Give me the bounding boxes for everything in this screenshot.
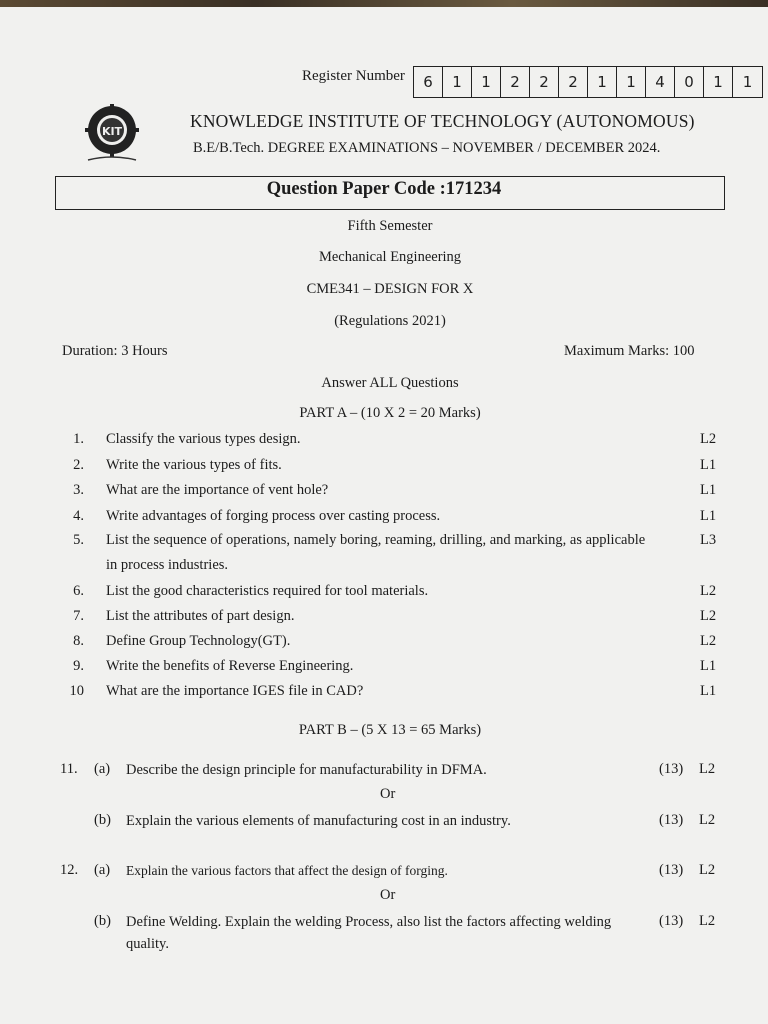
subquestion-text: Explain the various elements of manufacturing cost in an industry. <box>126 813 511 829</box>
question-text: Write advantages of forging process over casting process. <box>106 508 441 524</box>
question-text: Define Group Technology(GT). <box>106 633 291 649</box>
register-digit: 2 <box>501 67 530 97</box>
subquestion-marks: (13) <box>659 862 684 878</box>
question-number: 3. <box>73 482 84 498</box>
question-number: 10 <box>69 683 84 699</box>
duration: Duration: 3 Hours <box>62 343 168 359</box>
question-number: 12. <box>60 862 79 878</box>
question-number: 4. <box>73 508 84 524</box>
question-number: 11. <box>60 761 78 777</box>
or-separator: Or <box>380 887 396 903</box>
question-level: L2 <box>700 633 717 649</box>
svg-text:KIT: KIT <box>101 125 123 138</box>
instruction: Answer ALL Questions <box>321 375 459 391</box>
question-level: L1 <box>700 683 717 699</box>
register-number-boxes <box>413 66 763 98</box>
regulations: (Regulations 2021) <box>334 313 446 329</box>
subquestion-level: L2 <box>699 913 716 929</box>
register-digit: 1 <box>704 67 733 97</box>
subquestion-marks: (13) <box>659 761 684 777</box>
exam-title: B.E/B.Tech. DEGREE EXAMINATIONS – NOVEMBER / DECEMBER 2024. <box>193 140 661 156</box>
question-level: L1 <box>700 457 717 473</box>
question-text: What are the importance IGES file in CAD? <box>106 683 364 699</box>
scan-edge <box>0 0 768 7</box>
question-number: 6. <box>73 583 84 599</box>
subquestion-text: Define Welding. Explain the welding Process, also list the factors affecting welding quality. <box>126 914 612 952</box>
question-text: Write the benefits of Reverse Engineering. <box>106 658 354 674</box>
department: Mechanical Engineering <box>318 249 462 265</box>
question-number: 1. <box>73 431 84 447</box>
subquestion-label: (a) <box>94 761 111 777</box>
register-digit: 6 <box>414 67 443 97</box>
question-level: L1 <box>700 658 717 674</box>
register-digit: 1 <box>588 67 617 97</box>
part-b-title: PART B – (5 X 13 = 65 Marks) <box>298 722 482 738</box>
register-number-label: Register Number <box>302 68 405 84</box>
subquestion-text: Describe the design principle for manufacturability in DFMA. <box>126 762 487 778</box>
register-digit: 1 <box>443 67 472 97</box>
subquestion-label: (b) <box>94 812 111 828</box>
register-digit: 2 <box>530 67 559 97</box>
question-text: List the attributes of part design. <box>106 608 295 624</box>
institute-logo <box>82 104 142 166</box>
question-level: L3 <box>700 532 717 548</box>
maximum-marks: Maximum Marks: 100 <box>564 343 695 359</box>
question-level: L2 <box>700 583 717 599</box>
or-separator: Or <box>380 786 396 802</box>
register-digit: 2 <box>559 67 588 97</box>
question-number: 8. <box>73 633 84 649</box>
question-text: List the good characteristics required for tool materials. <box>106 583 429 599</box>
institute-name: KNOWLEDGE INSTITUTE OF TECHNOLOGY (AUTONOMOUS) <box>190 111 695 131</box>
question-text-continued: in process industries. <box>106 557 229 573</box>
question-level: L2 <box>700 431 717 447</box>
register-digit: 1 <box>742 73 753 91</box>
question-number: 5. <box>73 532 84 548</box>
semester: Fifth Semester <box>347 218 433 234</box>
subquestion-level: L2 <box>699 862 716 878</box>
question-text: Classify the various types design. <box>106 431 301 447</box>
subquestion-text: Explain the various factors that affect the design of forging. <box>126 863 448 878</box>
question-level: L2 <box>700 608 717 624</box>
part-a-title: PART A – (10 X 2 = 20 Marks) <box>299 405 481 421</box>
question-level: L1 <box>700 508 717 524</box>
subquestion-level: L2 <box>699 761 716 777</box>
question-number: 2. <box>73 457 84 473</box>
paper-code: Question Paper Code :171234 <box>266 179 502 199</box>
subquestion-label: (a) <box>94 862 111 878</box>
register-digit: 1 <box>617 67 646 97</box>
question-number: 7. <box>73 608 84 624</box>
question-text: Write the various types of fits. <box>106 457 282 473</box>
course-title: CME341 – DESIGN FOR X <box>306 281 474 297</box>
subquestion-level: L2 <box>699 812 716 828</box>
subquestion-marks: (13) <box>659 913 684 929</box>
register-digit: 1 <box>472 67 501 97</box>
register-digit: 4 <box>646 67 675 97</box>
subquestion-marks: (13) <box>659 812 684 828</box>
register-digit: 0 <box>675 67 704 97</box>
subquestion-label: (b) <box>94 913 111 929</box>
question-text: List the sequence of operations, namely boring, reaming, drilling, and marking, as applicable <box>106 532 646 548</box>
question-level: L1 <box>700 482 717 498</box>
question-text: What are the importance of vent hole? <box>106 482 329 498</box>
question-number: 9. <box>73 658 84 674</box>
